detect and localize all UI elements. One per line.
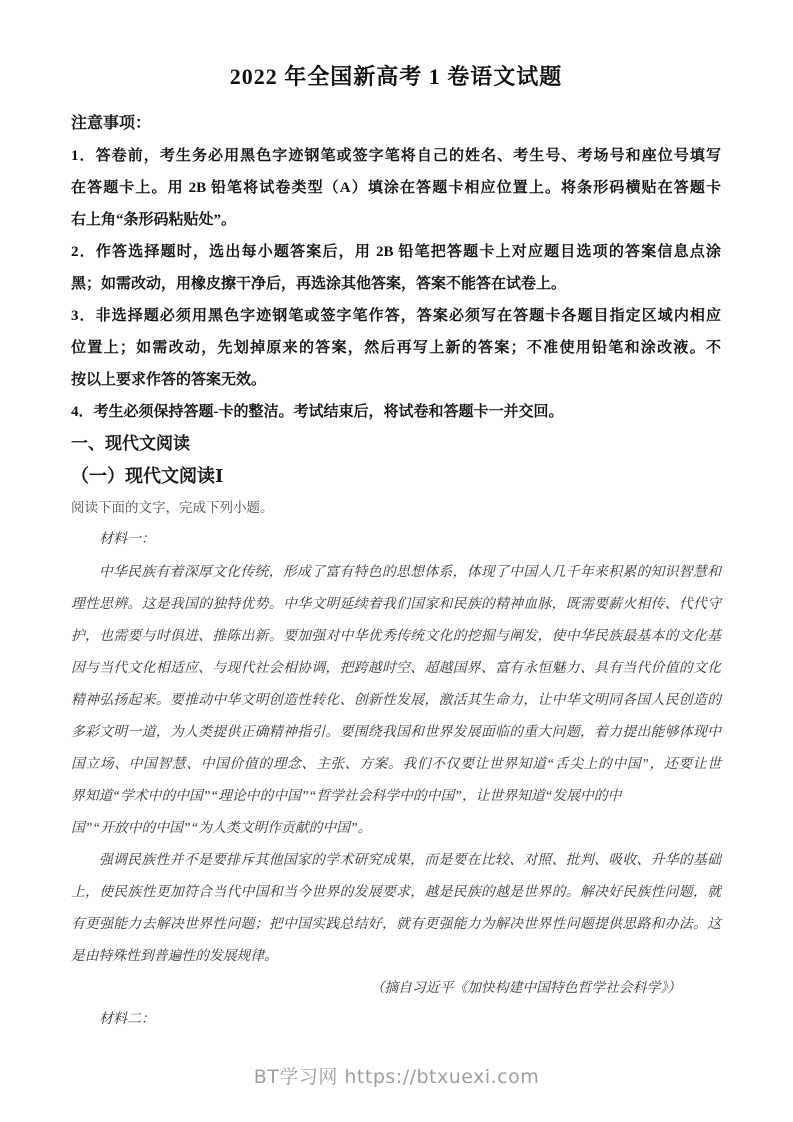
text-line: 黑；如需改动，用橡皮擦干净后，再选涂其他答案，答案不能答在试卷上。 — [71, 276, 567, 292]
notice-item-3 — [71, 300, 721, 396]
text-line: 是由特殊性到普遍性的发展规律。 — [71, 948, 278, 963]
material-one-citation: （摘自习近平《加快构建中国特色哲学社会科学》） — [370, 980, 681, 995]
notice-heading: 注意事项： — [71, 115, 152, 132]
text-line: 1．答卷前，考生务必用黑色字迹钢笔或签字笔将自己的姓名、考生号、考场号和座位号填写 — [71, 148, 721, 164]
text-line: 右上角“条形码粘贴处”。 — [71, 212, 237, 228]
text-line: 按以上要求作答的答案无效。 — [71, 372, 267, 388]
text-line: 3．非选择题必须用黑色字迹钢笔或签字笔作答，答案必须写在答题卡各题目指定区域内相应 — [71, 308, 721, 324]
text-line: 国”“开放中的中国”“为人类文明作贡献的中国”。 — [71, 820, 372, 835]
footer-url: https://btxuexi.com — [344, 1066, 540, 1088]
material-two-label: 材料二： — [99, 1012, 155, 1027]
text-line: 有更强能力去解决世界性问题；把中国实践总结好，就有更强能力为解决世界性问题提供思路和办法。这 — [71, 916, 721, 931]
notice-item-4 — [71, 396, 721, 428]
text-line: 国立场、中国智慧、中国价值的理念、主张、方案。我们不仅要让世界知道“舌尖上的中国”，还要让世 — [71, 756, 721, 771]
material-one-label: 材料一： — [99, 532, 155, 547]
notice-item-1 — [71, 140, 721, 236]
material-one-paragraph-1 — [71, 556, 721, 844]
text-line: 强调民族性并不是要排斥其他国家的学术研究成果，而是要在比较、对照、批判、吸收、升华的基础 — [99, 852, 721, 867]
page-footer — [0, 1062, 793, 1089]
text-line: 在答题卡上。用 2B 铅笔将试卷类型（A）填涂在答题卡相应位置上。将条形码横贴在答题卡 — [71, 180, 721, 196]
text-line: 上，使民族性更加符合当代中国和当今世界的发展要求，越是民族的越是世界的。解决好民族性问题，就 — [71, 884, 721, 899]
text-line: 2．作答选择题时，选出每小题答案后，用 2B 铅笔把答题卡上对应题目选项的答案信息点涂 — [71, 244, 721, 260]
text-line: 界知道“学术中的中国”“理论中的中国”“哲学社会科学中的中国”，让世界知道“发展中的中 — [71, 788, 622, 803]
text-line: 精神弘扬起来。要推动中华文明创造性转化、创新性发展，激活其生命力，让中华文明同各国人民创造的 — [71, 692, 721, 707]
material-one-paragraph-2 — [71, 844, 721, 972]
text-line: 多彩文明一道，为人类提供正确精神指引。要围绕我国和世界发展面临的重大问题，着力提出能够体现中 — [71, 724, 721, 739]
subsection-heading-reading-one: （一）现代文阅读Ⅰ — [71, 466, 224, 486]
notice-item-2 — [71, 236, 721, 300]
reading-instruction: 阅读下面的文字，完成下列小题。 — [71, 500, 274, 515]
text-line: 中华民族有着深厚文化传统，形成了富有特色的思想体系，体现了中国人几千年来积累的知识智慧和 — [99, 564, 721, 579]
text-line: 护，也需要与时俱进、推陈出新。要加强对中华优秀传统文化的挖掘与阐发，使中华民族最基本的文化基 — [71, 628, 721, 643]
text-line: 因与当代文化相适应、与现代社会相协调，把跨越时空、超越国界、富有永恒魅力、具有当代价值的文化 — [71, 660, 721, 675]
section-heading-modern-reading: 一、现代文阅读 — [71, 434, 190, 453]
text-line: 位置上；如需改动，先划掉原来的答案，然后再写上新的答案；不准使用铅笔和涂改液。不 — [71, 340, 721, 356]
text-line: 理性思辨。这是我国的独特优势。中华文明延续着我们国家和民族的精神血脉，既需要薪火相传、代代守 — [71, 596, 721, 611]
page-title: 2022 年全国新高考 1 卷语文试题 — [229, 64, 563, 89]
text-line: 4．考生必须保持答题-卡的整洁。考试结束后，将试卷和答题卡一并交回。 — [71, 404, 564, 420]
footer-site-name: BT学习网 — [253, 1066, 338, 1088]
